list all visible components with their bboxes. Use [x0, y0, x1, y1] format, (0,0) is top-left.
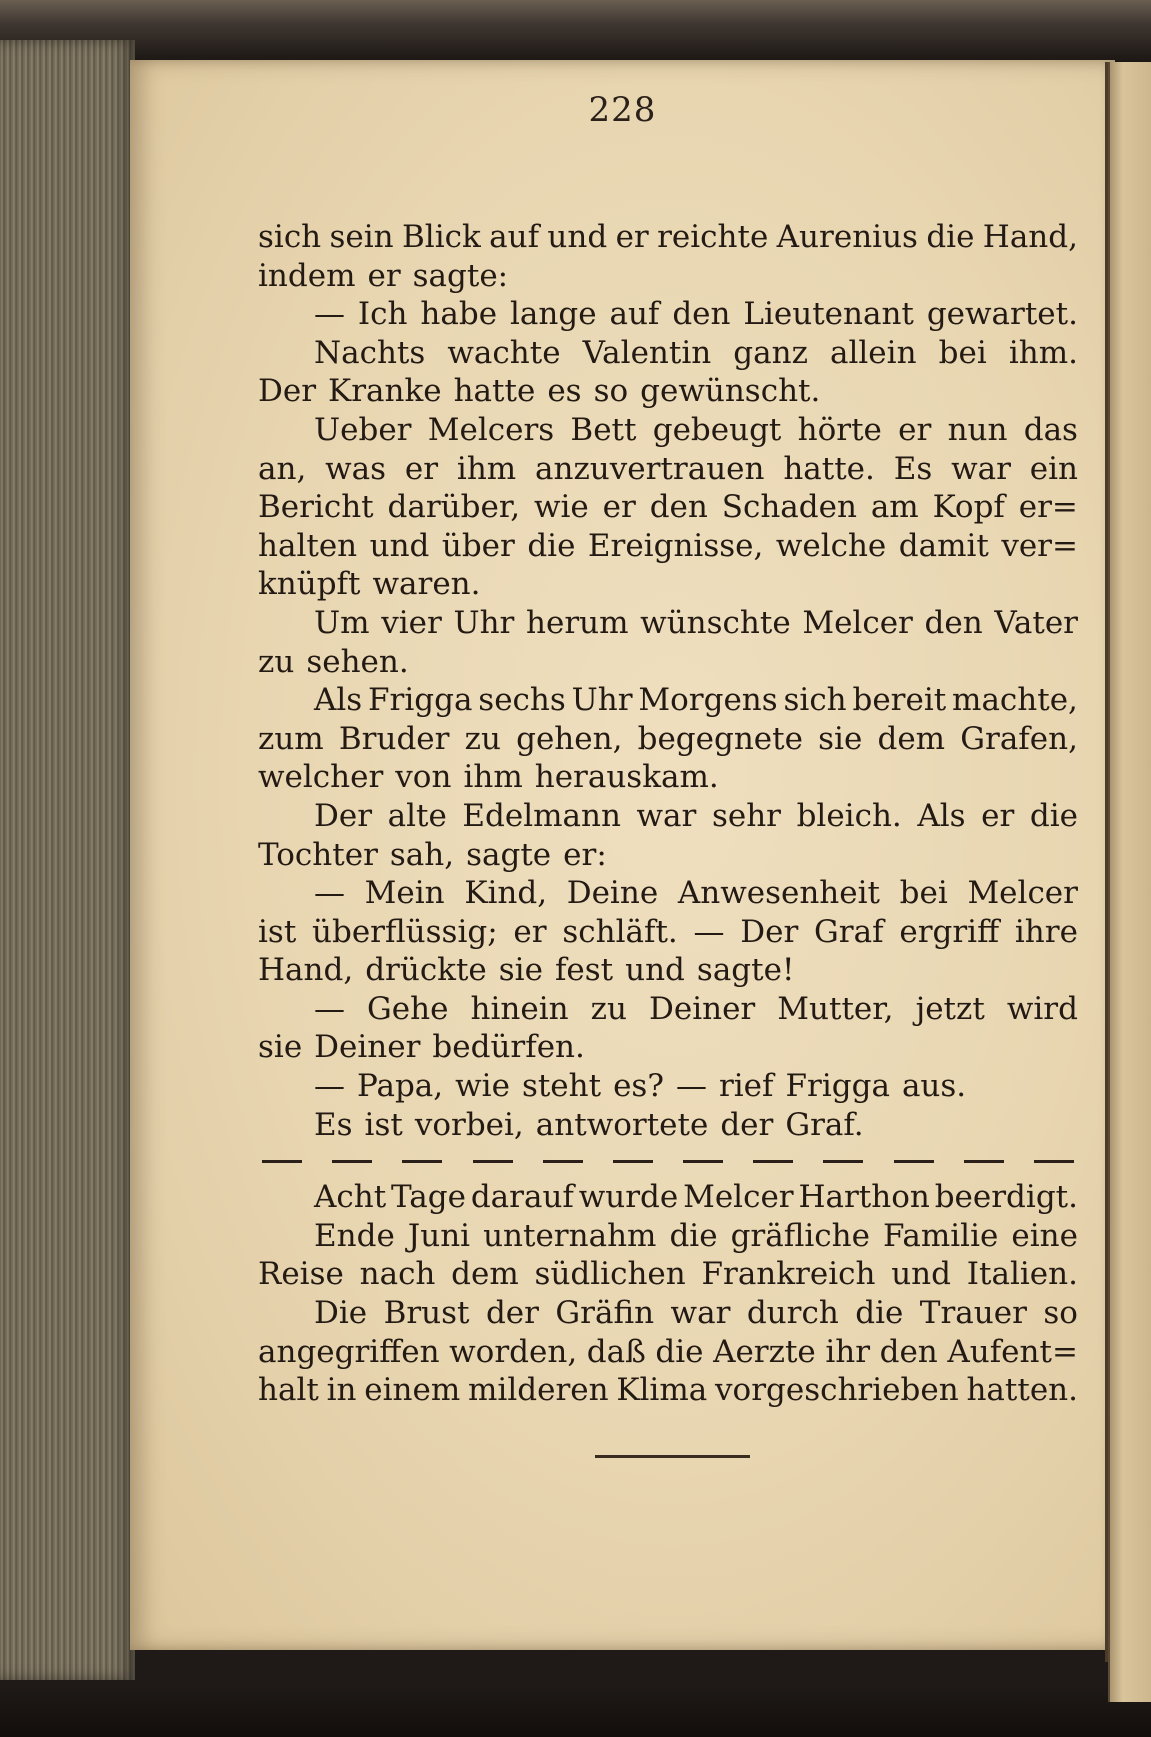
text-line [258, 604, 1078, 643]
word: auf [609, 296, 660, 333]
word: zu [258, 643, 295, 680]
word: vier [381, 604, 442, 641]
word: lange [509, 296, 597, 333]
text-line [258, 450, 1078, 489]
word: die [527, 527, 576, 564]
word: ihm [463, 759, 523, 796]
word: ihm [456, 450, 517, 487]
word: wurde [578, 1179, 679, 1216]
break-dash [473, 1160, 513, 1163]
word: sechs [478, 682, 566, 719]
word: Bericht [258, 489, 374, 526]
word: Ueber [314, 411, 412, 448]
word: zu [464, 720, 501, 757]
word: ihr [825, 1333, 871, 1370]
word: Melcer [967, 875, 1078, 912]
word: Valentin [582, 334, 712, 371]
word: angegriffen [258, 1333, 440, 1370]
word: Als [917, 797, 966, 834]
word: Der [740, 913, 799, 950]
word: Blick [402, 219, 481, 255]
word: vorgeschrieben [715, 1372, 959, 1409]
word: überflüssig; [312, 913, 498, 950]
word: reichte [657, 219, 769, 255]
word: Papa, [357, 1068, 444, 1105]
word: fest [554, 952, 614, 989]
word: zum [258, 720, 324, 757]
word: beerdigt. [934, 1179, 1078, 1216]
word: ein [1029, 450, 1078, 487]
word: Aurenius [776, 219, 918, 255]
text-line [258, 720, 1078, 759]
word: er [367, 257, 401, 294]
text-line [258, 334, 1078, 373]
word: bleich. [796, 797, 902, 834]
break-dash [402, 1160, 442, 1163]
word: hatten. [966, 1372, 1078, 1409]
word: er [513, 913, 547, 950]
word: vorbei, [414, 1106, 524, 1143]
text-line [258, 488, 1078, 527]
word: den [672, 296, 731, 333]
text-line [258, 797, 1078, 836]
word: bei [938, 334, 987, 371]
word: Tage [391, 1179, 466, 1216]
word: sagte! [696, 952, 795, 989]
word: Es [314, 1106, 353, 1143]
word: dem [877, 720, 946, 757]
break-dash [753, 1160, 793, 1163]
body-text [258, 218, 1078, 1410]
word: wachte [447, 334, 561, 371]
word: — [314, 1068, 345, 1105]
word: am [870, 489, 919, 526]
word: ist [364, 1106, 403, 1143]
word: südlichen [534, 1256, 686, 1293]
word: gräfliche [730, 1217, 870, 1254]
paragraphs-after-break [258, 1178, 1078, 1410]
page-edges [0, 40, 135, 1680]
page-number: 228 [588, 90, 657, 130]
end-rule [595, 1455, 750, 1458]
word: gehen, [516, 720, 623, 757]
word: der [720, 1106, 774, 1143]
word: — [314, 296, 345, 333]
word: rief [718, 1068, 774, 1105]
word: die [855, 1295, 904, 1332]
text-line [258, 681, 1078, 720]
word: steht [521, 1068, 602, 1105]
word: Kind, [464, 875, 548, 912]
word: die [669, 1217, 718, 1254]
word: an, [258, 450, 307, 487]
word: halt [258, 1372, 319, 1409]
word: Der [314, 797, 373, 834]
word: Gräfin [555, 1295, 655, 1332]
word: bedürfen. [432, 1029, 585, 1066]
word: drückte [365, 952, 487, 989]
word: milderen [468, 1372, 609, 1409]
word: und [625, 952, 685, 989]
word: begegnete [637, 720, 803, 757]
text-line [258, 643, 1078, 682]
word: machte, [952, 682, 1078, 719]
word: Es [893, 450, 933, 487]
break-dash [332, 1160, 372, 1163]
word: nach [359, 1256, 436, 1293]
word: einem [364, 1372, 461, 1409]
word: damit [898, 527, 989, 564]
word: gewünscht. [640, 373, 821, 410]
word: war [670, 1295, 731, 1332]
word: Der [258, 373, 317, 410]
word: welcher [258, 759, 384, 796]
word: Bett [570, 411, 637, 448]
word: unternahm [483, 1217, 657, 1254]
word: ver= [1001, 527, 1078, 564]
word: Deine [566, 875, 659, 912]
word: Kranke [328, 373, 442, 410]
word: sagte [466, 836, 552, 873]
word: den [924, 604, 983, 641]
text-line [258, 411, 1078, 450]
word: indem [258, 257, 356, 294]
word: habe [420, 296, 498, 333]
word: waren. [372, 566, 481, 603]
text-line [258, 1028, 1078, 1067]
word: knüpft [258, 566, 361, 603]
break-dash [262, 1160, 302, 1163]
word: Graf [814, 913, 884, 950]
word: Tochter [258, 836, 378, 873]
word: den [879, 1333, 938, 1370]
word: bereit [852, 682, 947, 719]
word: wünschte [640, 604, 791, 641]
word: Graf. [785, 1106, 864, 1143]
word: sehen. [306, 643, 409, 680]
word: von [395, 759, 452, 796]
text-line [258, 951, 1078, 990]
word: und [891, 1256, 951, 1293]
word: zu [590, 990, 627, 1027]
word: sie [818, 720, 863, 757]
word: gebeugt [652, 411, 782, 448]
text-line [258, 372, 1078, 411]
word: Aerzte [713, 1333, 816, 1370]
word: allein [830, 334, 917, 371]
word: — [693, 913, 725, 950]
word: sich [783, 682, 847, 719]
word: die [1029, 797, 1078, 834]
word: Uhr [453, 604, 515, 641]
word: das [1023, 411, 1078, 448]
word: sein [329, 219, 394, 255]
word: auf [489, 219, 540, 255]
word: hörte [797, 411, 882, 448]
break-dash [1034, 1160, 1074, 1163]
text-line [258, 990, 1078, 1029]
word: wird [1006, 990, 1078, 1027]
word: es? [613, 1068, 664, 1105]
word: die [655, 1333, 704, 1370]
word: darauf [470, 1179, 574, 1216]
word: und [369, 527, 430, 564]
word: hatte [453, 373, 536, 410]
word: Um [314, 604, 370, 641]
word: Harthon [798, 1179, 930, 1216]
word: er [602, 489, 636, 526]
text-line [258, 1217, 1078, 1256]
break-dash [613, 1160, 653, 1163]
word: sah, [389, 836, 455, 873]
word: welche [775, 527, 887, 564]
word: in [326, 1372, 357, 1409]
text-line [258, 218, 1078, 257]
paragraphs-before-break [258, 218, 1078, 1144]
text-line [258, 527, 1078, 566]
word: über [441, 527, 515, 564]
word: sagte: [412, 257, 509, 294]
word: — [314, 990, 345, 1027]
break-dash [894, 1160, 934, 1163]
word: Familie [882, 1217, 999, 1254]
word: Hand, [258, 952, 354, 989]
word: Deiner [649, 990, 756, 1027]
word: Vater [994, 604, 1078, 641]
word: Anwesenheit [677, 875, 880, 912]
text-line [258, 836, 1078, 875]
word: Mein [364, 875, 445, 912]
word: Melcer [802, 604, 913, 641]
word: Deiner [314, 1029, 421, 1066]
word: Ich [357, 296, 408, 333]
word: sie [498, 952, 543, 989]
break-dash [964, 1160, 1004, 1163]
word: ergriff [899, 913, 1000, 950]
word: wie [455, 1068, 510, 1105]
word: Trauer [919, 1295, 1027, 1332]
break-dash [823, 1160, 863, 1163]
facing-page-edge [1108, 62, 1151, 1702]
text-line [258, 565, 1078, 604]
word: er [404, 450, 439, 487]
word: darüber, [387, 489, 521, 526]
word: der [485, 1295, 539, 1332]
word: ist [258, 913, 297, 950]
word: Gehe [367, 990, 449, 1027]
word: Frigga [368, 682, 473, 719]
word: war [951, 450, 1011, 487]
word: Klima [616, 1372, 708, 1409]
word: Als [314, 682, 363, 719]
word: eine [1011, 1217, 1078, 1254]
word: die [926, 219, 975, 255]
word: Brust [383, 1295, 470, 1332]
break-dash [543, 1160, 583, 1163]
word: Mutter, [777, 990, 894, 1027]
word: sich [258, 219, 322, 255]
word: Kopf [932, 489, 1005, 526]
word: Edelmann [462, 797, 621, 834]
text-line [258, 295, 1078, 334]
word: er: [563, 836, 607, 873]
text-line [258, 1255, 1078, 1294]
text-line [258, 874, 1078, 913]
text-line [258, 1067, 1078, 1106]
word: — [314, 875, 345, 912]
word: Juni [407, 1217, 471, 1254]
word: Reise [258, 1256, 344, 1293]
word: Ereignisse, [587, 527, 764, 564]
text-line [258, 1333, 1078, 1372]
text-line [258, 1371, 1078, 1410]
word: und [547, 219, 608, 255]
word: Morgens [638, 682, 778, 719]
word: antwortete [535, 1106, 709, 1143]
word: durch [746, 1295, 839, 1332]
word: aus. [901, 1068, 967, 1105]
word: es [547, 373, 582, 410]
text-line [258, 1294, 1078, 1333]
section-break-dashes [258, 1144, 1078, 1178]
word: sehr [711, 797, 781, 834]
word: er [981, 797, 1015, 834]
word: anzuvertrauen [535, 450, 765, 487]
text-line [258, 1178, 1078, 1217]
text-line [258, 1106, 1078, 1145]
word: Schaden [721, 489, 857, 526]
break-dash [683, 1160, 723, 1163]
word: Aufent= [947, 1333, 1078, 1370]
text-line [258, 758, 1078, 797]
word: herauskam. [534, 759, 719, 796]
text-line [258, 913, 1078, 952]
word: Grafen, [960, 720, 1078, 757]
word: hinein [470, 990, 569, 1027]
word: Frigga [785, 1068, 890, 1105]
word: Bruder [338, 720, 450, 757]
word: Italien. [966, 1256, 1078, 1293]
word: nun [947, 411, 1008, 448]
word: war [636, 797, 697, 834]
word: Lieutenant [743, 296, 914, 333]
word: Ende [314, 1217, 395, 1254]
word: den [649, 489, 708, 526]
word: Melcer [683, 1179, 794, 1216]
word: daß [586, 1333, 646, 1370]
word: ganz [733, 334, 808, 371]
word: Nachts [314, 334, 426, 371]
word: so [1043, 1295, 1078, 1332]
word: Hand, [982, 219, 1078, 255]
word: herum [526, 604, 629, 641]
word: ihre [1014, 913, 1078, 950]
word: alte [387, 797, 447, 834]
word: Melcers [427, 411, 555, 448]
word: gewartet. [926, 296, 1078, 333]
word: sie [258, 1029, 303, 1066]
word: — [675, 1068, 707, 1105]
word: Die [314, 1295, 368, 1332]
word: so [593, 373, 629, 410]
word: er= [1018, 489, 1078, 526]
word: Uhr [571, 682, 633, 719]
word: was [325, 450, 387, 487]
word: schläft. [562, 913, 678, 950]
word: bei [899, 875, 948, 912]
word: dem [451, 1256, 519, 1293]
word: ihm. [1008, 334, 1078, 371]
word: Frankreich [701, 1256, 876, 1293]
text-line [258, 257, 1078, 296]
word: er [898, 411, 932, 448]
word: wie [533, 489, 589, 526]
word: hatte. [783, 450, 875, 487]
book-top-edge [0, 0, 1151, 62]
word: worden, [449, 1333, 578, 1370]
word: Acht [314, 1179, 387, 1216]
word: er [615, 219, 649, 255]
word: jetzt [915, 990, 985, 1027]
word: halten [258, 527, 358, 564]
